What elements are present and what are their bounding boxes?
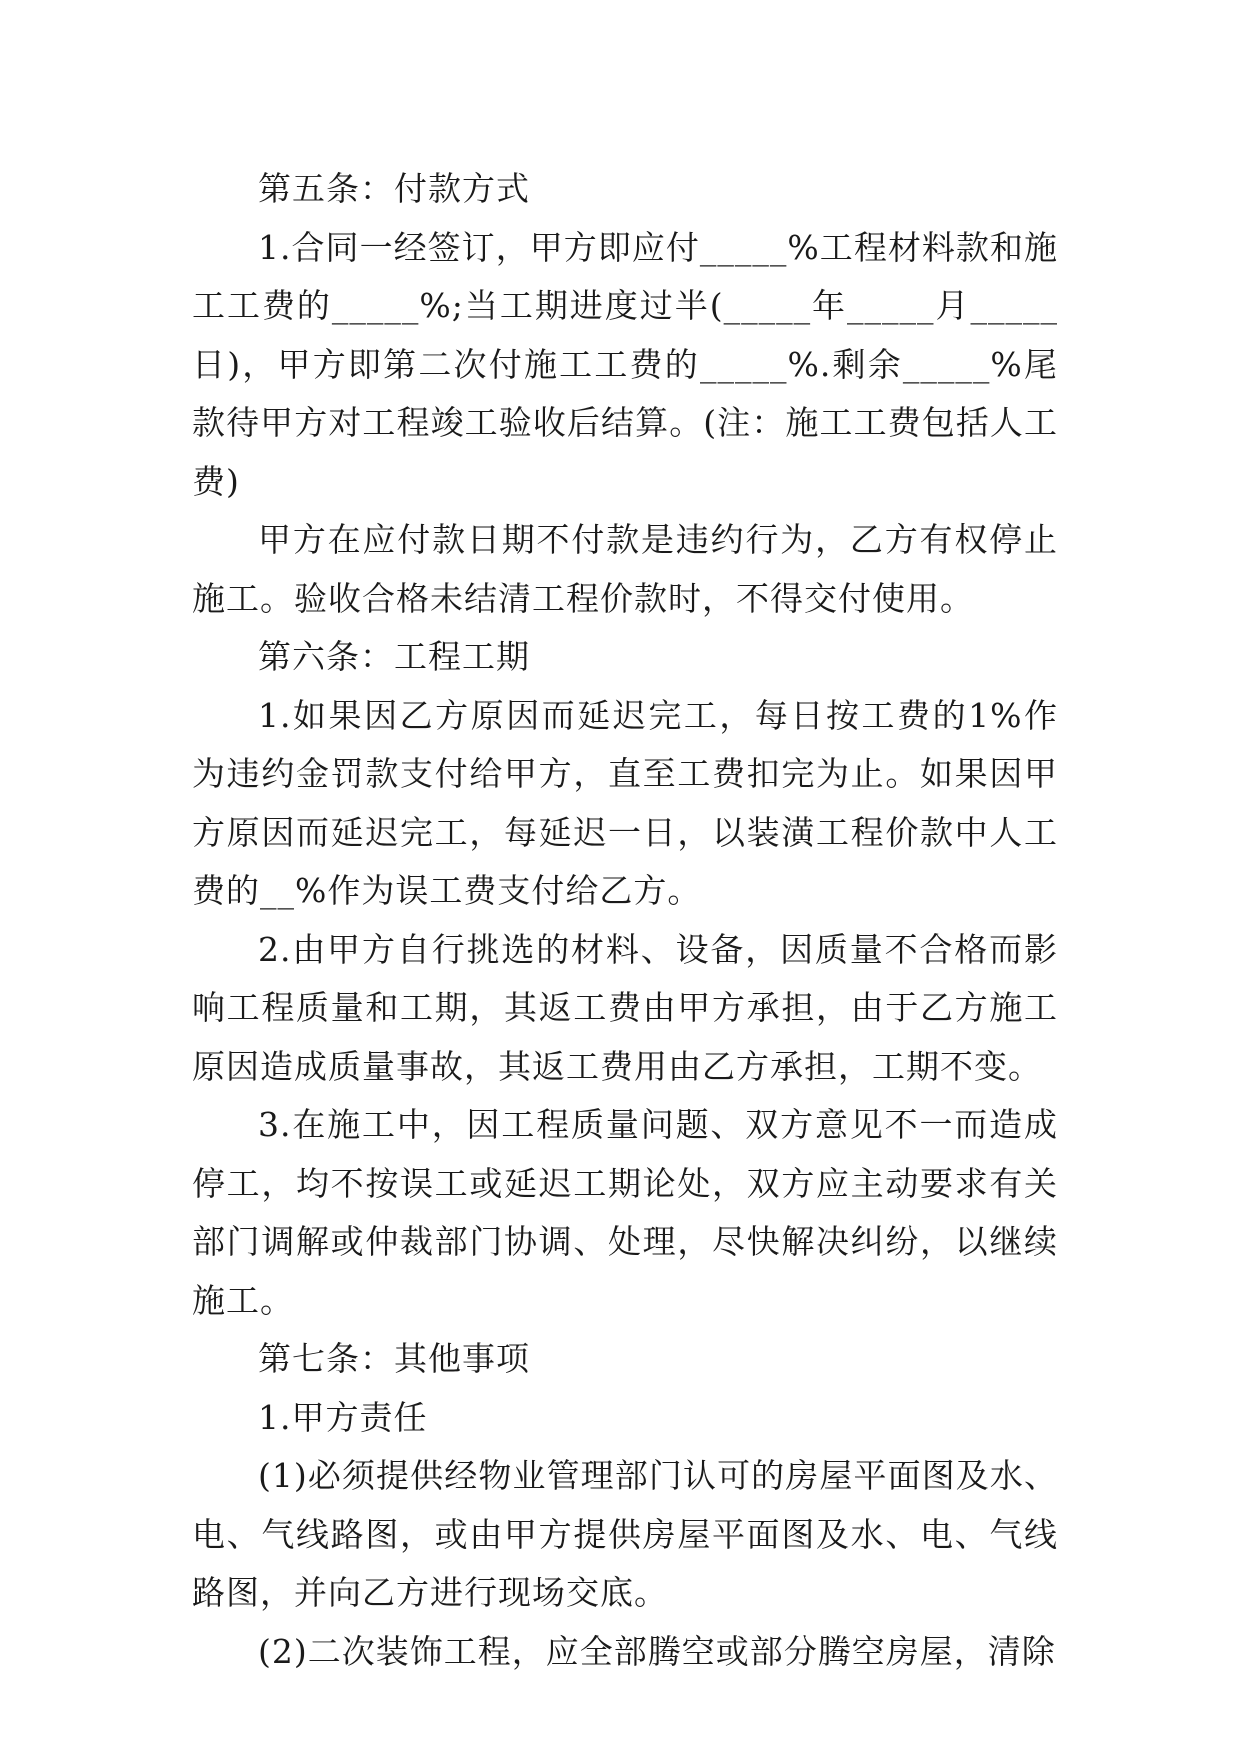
article-5-clause-1: 1.合同一经签订，甲方即应付_____%工程材料款和施工工费的_____%;当工期进度过半(_____年_____月_____日)，甲方即第二次付施工工费的_____%.剩余_____%尾款待甲方对工程竣工验收后结算。(注：施工工费包括人工费) <box>192 227 1058 501</box>
article-7-item-2: (2)二次装饰工程，应全部腾空或部分腾空房屋，清除 <box>258 1631 1056 1671</box>
article-7-subheading-party-a: 1.甲方责任 <box>258 1397 428 1437</box>
article-5-default-paragraph: 甲方在应付款日期不付款是违约行为，乙方有权停止施工。验收合格未结清工程价款时，不得交付使用。 <box>192 520 1058 618</box>
article-7-item-1: (1)必须提供经物业管理部门认可的房屋平面图及水、电、气线路图，或由甲方提供房屋平面图及水、电、气线路图，并向乙方进行现场交底。 <box>192 1456 1058 1612</box>
article-6-clause-3: 3.在施工中，因工程质量问题、双方意见不一而造成停工，均不按误工或延迟工期论处，双方应主动要求有关部门调解或仲裁部门协调、处理，尽快解决纠纷，以继续施工。 <box>192 1105 1058 1320</box>
article-6-clause-1: 1.如果因乙方原因而延迟完工，每日按工费的1%作为违约金罚款支付给甲方，直至工费扣完为止。如果因甲方原因而延迟完工，每延迟一日，以装潢工程价款中人工费的__%作为误工费支付给乙方。 <box>192 695 1058 910</box>
document-body <box>192 160 1058 1681</box>
article-6-heading: 第六条：工程工期 <box>258 637 530 676</box>
article-6-clause-2: 2.由甲方自行挑选的材料、设备，因质量不合格而影响工程质量和工期，其返工费由甲方承担，由于乙方施工原因造成质量事故，其返工费用由乙方承担，工期不变。 <box>192 929 1058 1086</box>
article-5-heading: 第五条：付款方式 <box>258 169 530 208</box>
article-7-heading: 第七条：其他事项 <box>258 1339 530 1378</box>
